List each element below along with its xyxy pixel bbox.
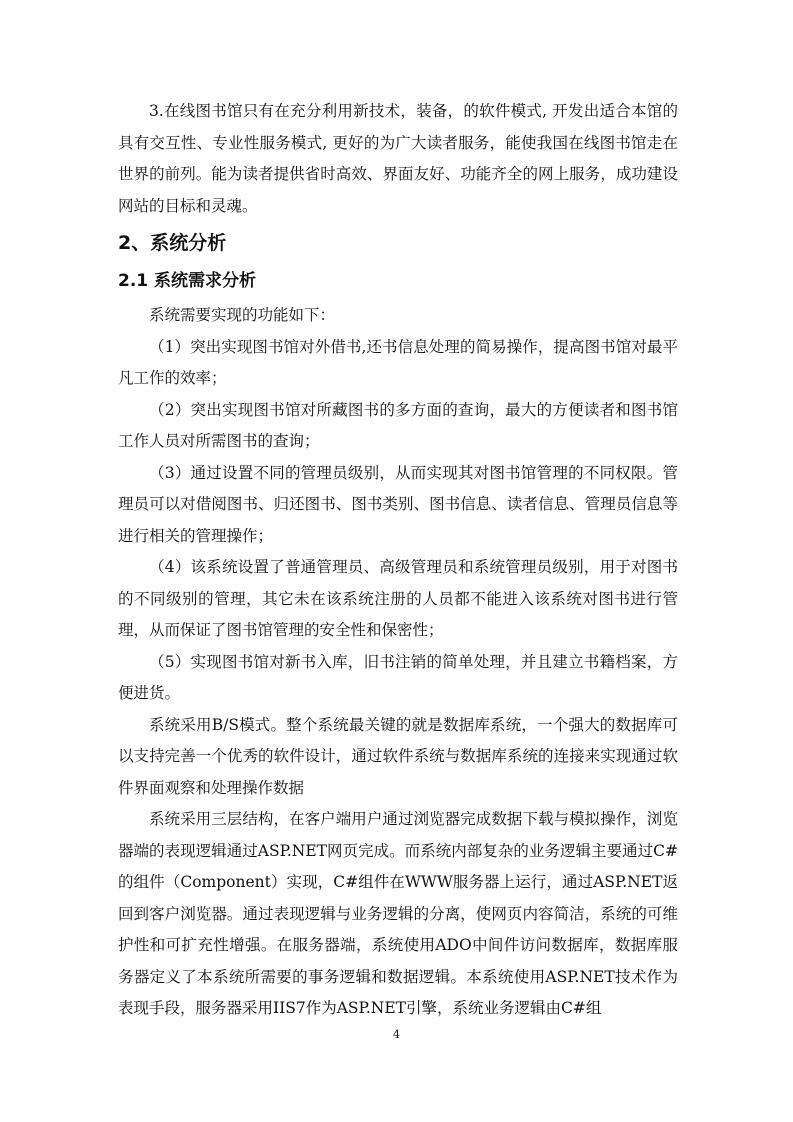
- paragraph-functions-intro: 系统需要实现的功能如下：: [149, 306, 336, 324]
- paragraph-intro-3: 3.在线图书馆只有在充分利用新技术，装备，的软件模式, 开发出适合本馆的具有交互性、专业性服务模式, 更好的为广大读者服务，能使我国在线图书馆走在世界的前列。能为读者提供省时高效、界面友好、功能齐全的网上服务，成功建设网站的目标和灵魂。: [118, 102, 678, 215]
- paragraph-function-3: （3）通过设置不同的管理员级别，从而实现其对图书馆管理的不同权限。管理员可以对借阅图书、归还图书、图书类别、图书信息、读者信息、管理员信息等进行相关的管理操作；: [118, 463, 678, 545]
- page-number: 4: [393, 1028, 400, 1041]
- paragraph-three-tier: 系统采用三层结构，在客户端用户通过浏览器完成数据下载与模拟操作，浏览器端的表现逻辑通过ASP.NET网页完成。而系统内部复杂的业务逻辑主要通过C#的组件（Component）实现，C#组件在WWW服务器上运行，通过ASP.NET返回到客户浏览器。通过表现逻辑与业务逻辑的分离，使网页内容简洁，系统的可维护性和可扩充性增强。在服务器端，系统使用ADO中间件访问数据库，数据库服务器定义了本系统所需要的事务逻辑和数据逻辑。本系统使用ASP.NET技术作为表现手段，服务器采用IIS7作为ASP.NET引擎，系统业务逻辑由C#组: [118, 810, 678, 1017]
- paragraph-function-5: （5）实现图书馆对新书入库，旧书注销的简单处理，并且建立书籍档案，方便进货。: [118, 652, 678, 702]
- paragraph-function-2: （2）突出实现图书馆对所藏图书的多方面的查询，最大的方便读者和图书馆工作人员对所需图书的查询；: [118, 400, 678, 450]
- section-heading: 2、系统分析: [118, 232, 227, 254]
- paragraph-function-1: （1）突出实现图书馆对外借书,还书信息处理的简易操作，提高图书馆对最平凡工作的效率；: [118, 337, 678, 387]
- page-content: [118, 96, 678, 1025]
- paragraph-bs-mode: 系统采用B/S模式。整个系统最关键的就是数据库系统，一个强大的数据库可以支持完善一个优秀的软件设计，通过软件系统与数据库系统的连接来实现通过软件界面观察和处理操作数据: [118, 715, 678, 797]
- subsection-heading: 2.1 系统需求分析: [118, 271, 257, 291]
- paragraph-function-4: （4）该系统设置了普通管理员、高级管理员和系统管理员级别，用于对图书的不同级别的管理，其它未在该系统注册的人员都不能进入该系统对图书进行管理，从而保证了图书馆管理的安全性和保密性；: [118, 558, 678, 639]
